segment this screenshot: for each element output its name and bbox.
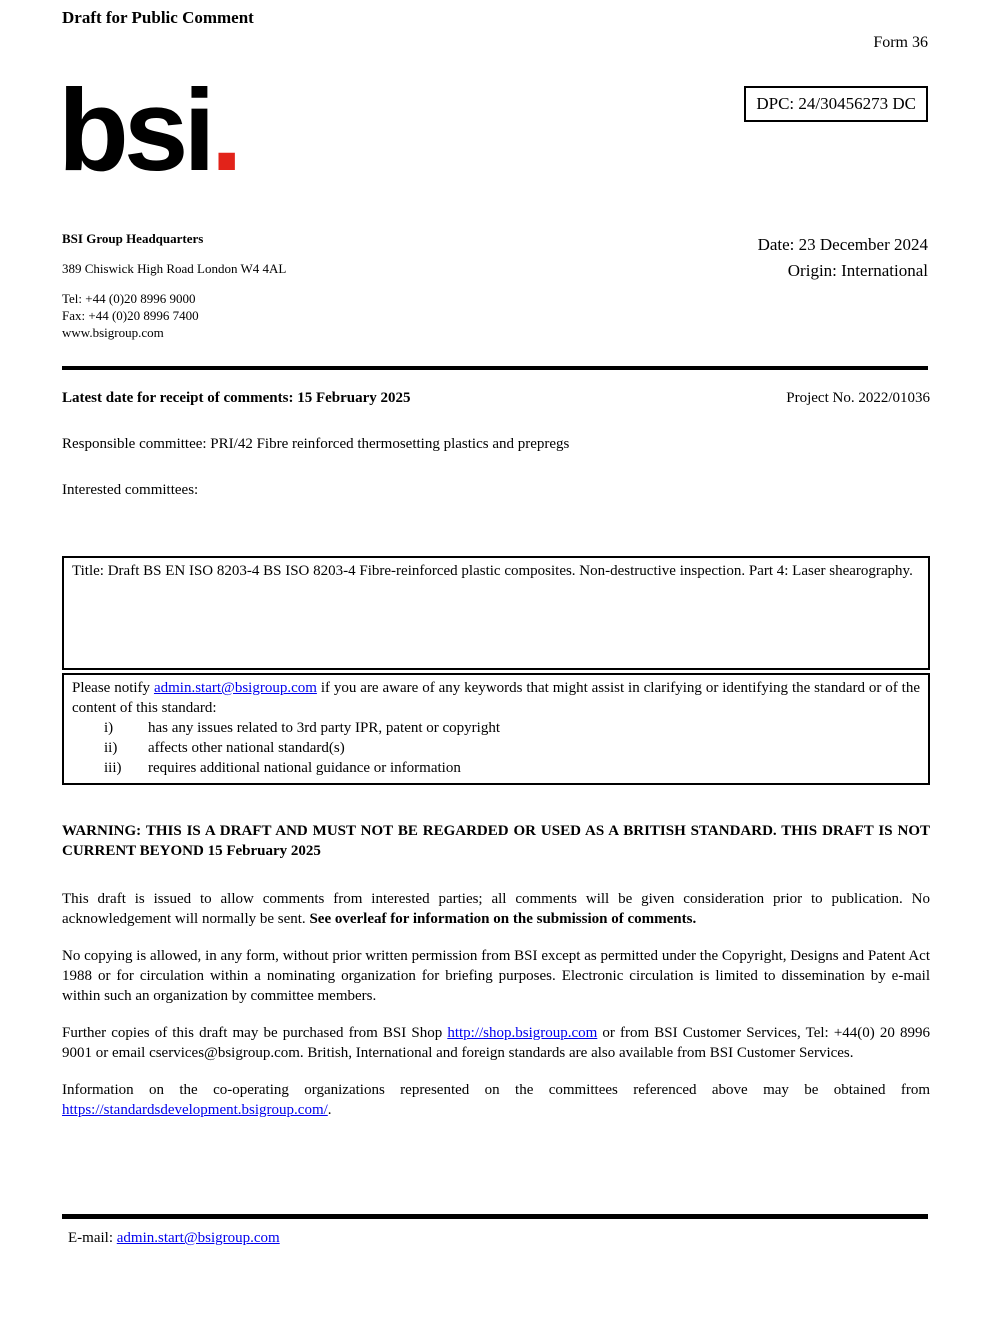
keyword-item-3-number: iii)	[104, 760, 122, 776]
headquarters-address-block	[62, 230, 286, 341]
responsible-committee: Responsible committee: PRI/42 Fibre reinforced thermosetting plastics and prepregs	[62, 436, 570, 452]
keyword-item-3-text: requires additional national guidance or information	[148, 760, 461, 776]
top-divider	[62, 366, 928, 370]
headquarters-fax: Fax: +44 (0)20 8996 7400	[62, 308, 199, 323]
title-text: Title: Draft BS EN ISO 8203-4 BS ISO 8203-4 Fibre-reinforced plastic composites. Non-destructive inspection. Part 4: Laser shearography.	[72, 563, 913, 579]
draft-warning-text: WARNING: THIS IS A DRAFT AND MUST NOT BE REGARDED OR USED AS A BRITISH STANDARD. THIS DRAFT IS NOT CURRENT BEYOND 15 February 2025	[62, 823, 930, 859]
standards-development-link[interactable]: https://standardsdevelopment.bsigroup.com/	[62, 1102, 328, 1118]
notify-intro	[72, 678, 920, 718]
keyword-item-3	[72, 758, 920, 778]
bsi-logo-dot: .	[210, 65, 238, 195]
keyword-item-2-text: affects other national standard(s)	[148, 740, 345, 756]
paragraph-further-copies	[62, 1023, 930, 1063]
keyword-item-2	[72, 738, 920, 758]
paragraph-comments-consideration	[62, 889, 930, 929]
form-number-label: Form 36	[873, 34, 928, 51]
latest-date-for-comments: Latest date for receipt of comments: 15 February 2025	[62, 390, 411, 406]
keyword-item-1-text: has any issues related to 3rd party IPR, patent or copyright	[148, 720, 501, 736]
footer-email-link[interactable]: admin.start@bsigroup.com	[116, 1230, 280, 1246]
origin-line: Origin: International	[787, 261, 928, 280]
headquarters-tel: Tel: +44 (0)20 8996 9000	[62, 291, 196, 306]
comments-project-row	[62, 388, 930, 408]
headquarters-title: BSI Group Headquarters	[62, 231, 204, 246]
keyword-item-1	[72, 718, 920, 738]
headquarters-street: 389 Chiswick High Road London W4 4AL	[62, 261, 287, 276]
headquarters-website: www.bsigroup.com	[62, 325, 164, 340]
keyword-item-2-number: ii)	[104, 740, 118, 756]
footer-email-label: E-mail:	[68, 1230, 117, 1246]
paragraph-cooperating-orgs	[62, 1080, 930, 1120]
project-number: Project No. 2022/01036	[786, 390, 930, 406]
keywords-notify-box	[62, 673, 930, 785]
date-line: Date: 23 December 2024	[757, 235, 928, 254]
paragraph-further-copies-post: or from BSI Customer Services, Tel: +44(0) 20 8996 9001 or email cservices@bsigroup.com. British, International and foreign standards are also available from BSI Customer Services.	[62, 1025, 930, 1061]
paragraph-further-copies-pre: Further copies of this draft may be purchased from BSI Shop	[62, 1025, 448, 1041]
paragraph-cooperating-orgs-pre: Information on the co-operating organizations represented on the committees referenced above may be obtained from	[62, 1082, 930, 1098]
paragraph-comments-normal: This draft is issued to allow comments from interested parties; all comments will be given consideration prior to publication. No acknowledgement will normally be sent.	[62, 891, 930, 927]
notify-intro-pre: Please notify	[72, 680, 154, 696]
interested-committees: Interested committees:	[62, 482, 199, 498]
keyword-item-1-number: i)	[104, 720, 114, 736]
draft-for-public-comment-label: Draft for Public Comment	[62, 8, 254, 27]
paragraph-no-copying: No copying is allowed, in any form, without prior written permission from BSI except as permitted under the Copyright, Designs and Patent Act 1988 or for circulation within a nominating organization for briefing purposes. Electronic circulation is limited to dissemination by e-mail within such an organization by committee members.	[62, 948, 930, 1004]
title-box	[62, 556, 930, 670]
paragraph-comments-bold: See overleaf for information on the submission of comments.	[309, 911, 697, 927]
bottom-divider	[62, 1214, 928, 1219]
bsi-logo	[58, 65, 238, 195]
footer-email-row	[68, 1230, 280, 1247]
bsi-logo-text: bsi	[58, 65, 211, 195]
paragraph-cooperating-orgs-post: .	[327, 1102, 332, 1118]
main-content	[62, 388, 930, 1120]
date-origin-block	[758, 232, 928, 284]
notify-intro-post: if you are aware of any keywords that might assist in clarifying or identifying the standard or of the content of this standard:	[72, 680, 920, 716]
dpc-number-box: DPC: 24/30456273 DC	[744, 86, 928, 122]
admin-email-link[interactable]: admin.start@bsigroup.com	[153, 680, 317, 696]
bsi-shop-link[interactable]: http://shop.bsigroup.com	[447, 1025, 598, 1041]
